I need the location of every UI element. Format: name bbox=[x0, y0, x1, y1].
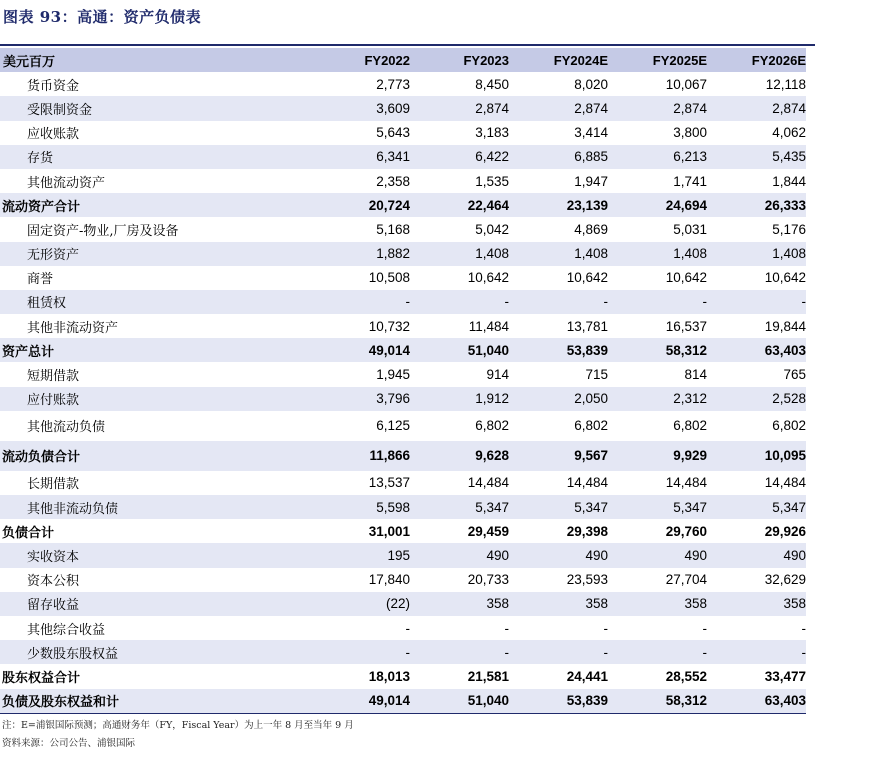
table-cell: 3,414 bbox=[574, 125, 608, 141]
table-cell: - bbox=[504, 620, 509, 636]
table-cell: 33,477 bbox=[764, 668, 806, 684]
table-row bbox=[0, 169, 806, 193]
balance-sheet-table bbox=[0, 48, 806, 714]
table-cell: 1,844 bbox=[772, 173, 806, 189]
row-label: 其他非流动负债 bbox=[0, 495, 312, 519]
table-cell: - bbox=[509, 640, 608, 664]
table-row bbox=[0, 519, 806, 543]
table-row bbox=[0, 242, 806, 266]
table-row bbox=[0, 543, 806, 567]
table-row bbox=[0, 616, 806, 640]
table-cell: 10,642 bbox=[566, 270, 608, 286]
table-cell: 765 bbox=[783, 367, 806, 383]
table-cell: 13,537 bbox=[368, 475, 410, 491]
table-cell: - bbox=[707, 640, 806, 664]
table-cell: 5,347 bbox=[707, 495, 806, 519]
table-cell: 10,095 bbox=[707, 441, 806, 471]
table-cell: 6,802 bbox=[772, 418, 806, 434]
table-cell: 3,796 bbox=[312, 387, 410, 411]
table-cell: 490 bbox=[608, 543, 707, 567]
table-cell: 23,139 bbox=[509, 193, 608, 217]
row-label: 流动负债合计 bbox=[0, 441, 312, 471]
table-cell: 32,629 bbox=[764, 572, 806, 588]
table-cell: 1,408 bbox=[509, 242, 608, 266]
table-cell: 58,312 bbox=[608, 338, 707, 362]
table-row bbox=[0, 592, 806, 616]
table-cell: 11,484 bbox=[468, 318, 509, 334]
page-title: 图表 93：高通：资产负债表 bbox=[3, 8, 202, 26]
table-cell: - bbox=[608, 290, 707, 314]
table-cell: 6,802 bbox=[475, 418, 509, 434]
table-cell: 9,628 bbox=[410, 441, 509, 471]
table-cell: 6,885 bbox=[509, 145, 608, 169]
table-cell: 358 bbox=[509, 592, 608, 616]
table-cell: - bbox=[707, 290, 806, 314]
table-cell: 6,422 bbox=[410, 145, 509, 169]
table-cell: 1,408 bbox=[608, 242, 707, 266]
row-label: 少数股东股权益 bbox=[0, 640, 312, 664]
table-cell: - bbox=[405, 620, 410, 636]
table-cell: 49,014 bbox=[312, 689, 410, 714]
table-cell: 13,781 bbox=[566, 318, 608, 334]
table-cell: 21,581 bbox=[467, 668, 509, 684]
table-cell: (22) bbox=[312, 592, 410, 616]
row-label: 应收账款 bbox=[27, 127, 80, 143]
table-cell: 10,732 bbox=[368, 318, 410, 334]
row-label: 留存收益 bbox=[0, 592, 312, 616]
table-cell: 10,642 bbox=[467, 270, 509, 286]
table-cell: 31,001 bbox=[368, 523, 410, 539]
table-cell: 63,403 bbox=[707, 689, 806, 714]
table-cell: 53,839 bbox=[509, 338, 608, 362]
column-header: FY2022 bbox=[312, 48, 410, 72]
table-cell: 2,312 bbox=[608, 387, 707, 411]
table-cell: 63,403 bbox=[707, 338, 806, 362]
table-cell: 6,341 bbox=[312, 145, 410, 169]
table-row bbox=[0, 266, 806, 290]
table-cell: 24,441 bbox=[566, 668, 608, 684]
table-cell: 16,537 bbox=[665, 318, 707, 334]
table-cell: 358 bbox=[410, 592, 509, 616]
table-cell: 3,800 bbox=[673, 125, 707, 141]
table-cell: 2,528 bbox=[707, 387, 806, 411]
table-cell: 11,866 bbox=[312, 441, 410, 471]
row-label: 其他非流动资产 bbox=[27, 320, 119, 336]
table-cell: 51,040 bbox=[410, 338, 509, 362]
row-label: 其他流动负债 bbox=[27, 420, 106, 436]
row-label: 负债合计 bbox=[2, 525, 55, 541]
table-cell: 6,802 bbox=[673, 418, 707, 434]
table-cell: 8,450 bbox=[475, 76, 509, 92]
table-cell: - bbox=[410, 640, 509, 664]
table-cell: 58,312 bbox=[608, 689, 707, 714]
table-cell: 814 bbox=[684, 367, 707, 383]
table-cell: 29,398 bbox=[566, 523, 608, 539]
table-cell: 6,125 bbox=[376, 418, 410, 434]
row-label: 负债及股东权益和计 bbox=[0, 689, 312, 714]
table-cell: 29,459 bbox=[467, 523, 509, 539]
table-cell: 1,408 bbox=[707, 242, 806, 266]
row-label: 商誉 bbox=[27, 272, 54, 288]
table-cell: 914 bbox=[486, 367, 509, 383]
table-cell: 12,118 bbox=[765, 76, 806, 92]
row-label: 短期借款 bbox=[27, 369, 80, 385]
row-label: 资产总计 bbox=[0, 338, 312, 362]
table-cell: 14,484 bbox=[665, 475, 707, 491]
row-label: 其他综合收益 bbox=[27, 622, 106, 638]
table-row bbox=[0, 441, 806, 471]
table-row bbox=[0, 314, 806, 338]
table-cell: 358 bbox=[608, 592, 707, 616]
row-label: 货币资金 bbox=[27, 78, 80, 94]
row-label: 租赁权 bbox=[0, 290, 312, 314]
unit-label: 美元百万 bbox=[0, 48, 312, 72]
row-label: 股东权益合计 bbox=[2, 670, 81, 686]
table-cell: 1,741 bbox=[673, 173, 707, 189]
table-cell: 22,464 bbox=[410, 193, 509, 217]
table-cell: 2,050 bbox=[509, 387, 608, 411]
row-label: 流动资产合计 bbox=[0, 193, 312, 217]
table-cell: 1,945 bbox=[376, 367, 410, 383]
table-row bbox=[0, 664, 806, 688]
table-row bbox=[0, 217, 806, 241]
table-cell: 1,408 bbox=[410, 242, 509, 266]
table-cell: 5,347 bbox=[608, 495, 707, 519]
table-cell: 26,333 bbox=[707, 193, 806, 217]
table-cell: 9,567 bbox=[509, 441, 608, 471]
table-cell: 2,874 bbox=[608, 96, 707, 120]
row-label: 实收资本 bbox=[0, 543, 312, 567]
table-cell: 4,869 bbox=[574, 221, 608, 237]
table-cell: 3,183 bbox=[475, 125, 509, 141]
table-cell: 28,552 bbox=[665, 668, 707, 684]
table-cell: 10,642 bbox=[665, 270, 707, 286]
table-cell: 1,947 bbox=[574, 173, 608, 189]
row-label: 其他流动资产 bbox=[27, 175, 106, 191]
table-cell: 4,062 bbox=[772, 125, 806, 141]
row-label: 受限制资金 bbox=[0, 96, 312, 120]
table-cell: 1,535 bbox=[475, 173, 509, 189]
table-row bbox=[0, 96, 806, 120]
table-cell: 5,643 bbox=[376, 125, 410, 141]
table-cell: 5,176 bbox=[772, 221, 806, 237]
table-row bbox=[0, 387, 806, 411]
table-cell: 3,609 bbox=[312, 96, 410, 120]
table-cell: - bbox=[312, 640, 410, 664]
table-cell: 490 bbox=[707, 543, 806, 567]
table-cell: - bbox=[702, 620, 707, 636]
table-cell: 8,020 bbox=[574, 76, 608, 92]
table-cell: 2,773 bbox=[376, 76, 410, 92]
table-cell: 5,347 bbox=[509, 495, 608, 519]
table-cell: 6,802 bbox=[574, 418, 608, 434]
table-row bbox=[0, 640, 806, 664]
table-row bbox=[0, 121, 806, 145]
table-cell: 14,484 bbox=[764, 475, 806, 491]
header-rule bbox=[0, 44, 815, 46]
table-cell: 5,598 bbox=[312, 495, 410, 519]
table-cell: 19,844 bbox=[764, 318, 806, 334]
table-cell: 2,358 bbox=[376, 173, 410, 189]
table-cell: 715 bbox=[585, 367, 608, 383]
row-label: 长期借款 bbox=[27, 477, 80, 493]
table-cell: 9,929 bbox=[608, 441, 707, 471]
table-cell: 14,484 bbox=[467, 475, 509, 491]
table-cell: 5,031 bbox=[673, 221, 707, 237]
table-cell: 14,484 bbox=[566, 475, 608, 491]
column-header: FY2026E bbox=[707, 48, 806, 72]
table-cell: 5,168 bbox=[376, 221, 410, 237]
table-cell: - bbox=[509, 290, 608, 314]
table-cell: 490 bbox=[410, 543, 509, 567]
table-cell: 10,642 bbox=[764, 270, 806, 286]
table-cell: - bbox=[608, 640, 707, 664]
table-row bbox=[0, 338, 806, 362]
table-cell: 358 bbox=[707, 592, 806, 616]
table-row bbox=[0, 290, 806, 314]
table-row bbox=[0, 145, 806, 169]
table-cell: - bbox=[801, 620, 806, 636]
table-cell: 2,874 bbox=[509, 96, 608, 120]
table-cell: 5,435 bbox=[707, 145, 806, 169]
table-cell: 2,874 bbox=[410, 96, 509, 120]
footnote: 注：E=浦银国际预测；高通财务年（FY，Fiscal Year）为上一年 8 月至当年 9 月 bbox=[2, 720, 354, 731]
table-row bbox=[0, 471, 806, 495]
table-header-row bbox=[0, 48, 806, 72]
row-label: 应付账款 bbox=[0, 387, 312, 411]
table-cell: 10,508 bbox=[368, 270, 410, 286]
table-cell: 195 bbox=[312, 543, 410, 567]
source-note: 资料来源：公司公告、浦银国际 bbox=[2, 738, 136, 749]
table-cell: 490 bbox=[509, 543, 608, 567]
table-row bbox=[0, 568, 806, 592]
row-label: 无形资产 bbox=[0, 242, 312, 266]
table-cell: 10,067 bbox=[665, 76, 707, 92]
table-row bbox=[0, 362, 806, 386]
table-row bbox=[0, 411, 806, 441]
table-cell: 20,724 bbox=[312, 193, 410, 217]
table-cell: 51,040 bbox=[410, 689, 509, 714]
table-cell: 29,926 bbox=[764, 523, 806, 539]
column-header: FY2024E bbox=[509, 48, 608, 72]
table-cell: 27,704 bbox=[665, 572, 707, 588]
table-cell: 17,840 bbox=[368, 572, 410, 588]
table-cell: 5,042 bbox=[475, 221, 509, 237]
row-label: 资本公积 bbox=[27, 574, 80, 590]
table-cell: 53,839 bbox=[509, 689, 608, 714]
column-header: FY2023 bbox=[410, 48, 509, 72]
table-cell: 49,014 bbox=[312, 338, 410, 362]
table-cell: - bbox=[312, 290, 410, 314]
table-cell: 24,694 bbox=[608, 193, 707, 217]
table-cell: - bbox=[410, 290, 509, 314]
table-cell: 20,733 bbox=[467, 572, 509, 588]
column-header: FY2025E bbox=[608, 48, 707, 72]
table-cell: 29,760 bbox=[665, 523, 707, 539]
table-row bbox=[0, 193, 806, 217]
table-row bbox=[0, 72, 806, 96]
table-cell: 5,347 bbox=[410, 495, 509, 519]
table-cell: - bbox=[603, 620, 608, 636]
table-cell: 1,882 bbox=[312, 242, 410, 266]
table-row bbox=[0, 689, 806, 714]
table-cell: 23,593 bbox=[566, 572, 608, 588]
table-row bbox=[0, 495, 806, 519]
table-cell: 2,874 bbox=[707, 96, 806, 120]
table-cell: 6,213 bbox=[608, 145, 707, 169]
row-label: 固定资产-物业,厂房及设备 bbox=[27, 223, 179, 239]
table-cell: 18,013 bbox=[368, 668, 410, 684]
row-label: 存货 bbox=[0, 145, 312, 169]
table-cell: 1,912 bbox=[410, 387, 509, 411]
